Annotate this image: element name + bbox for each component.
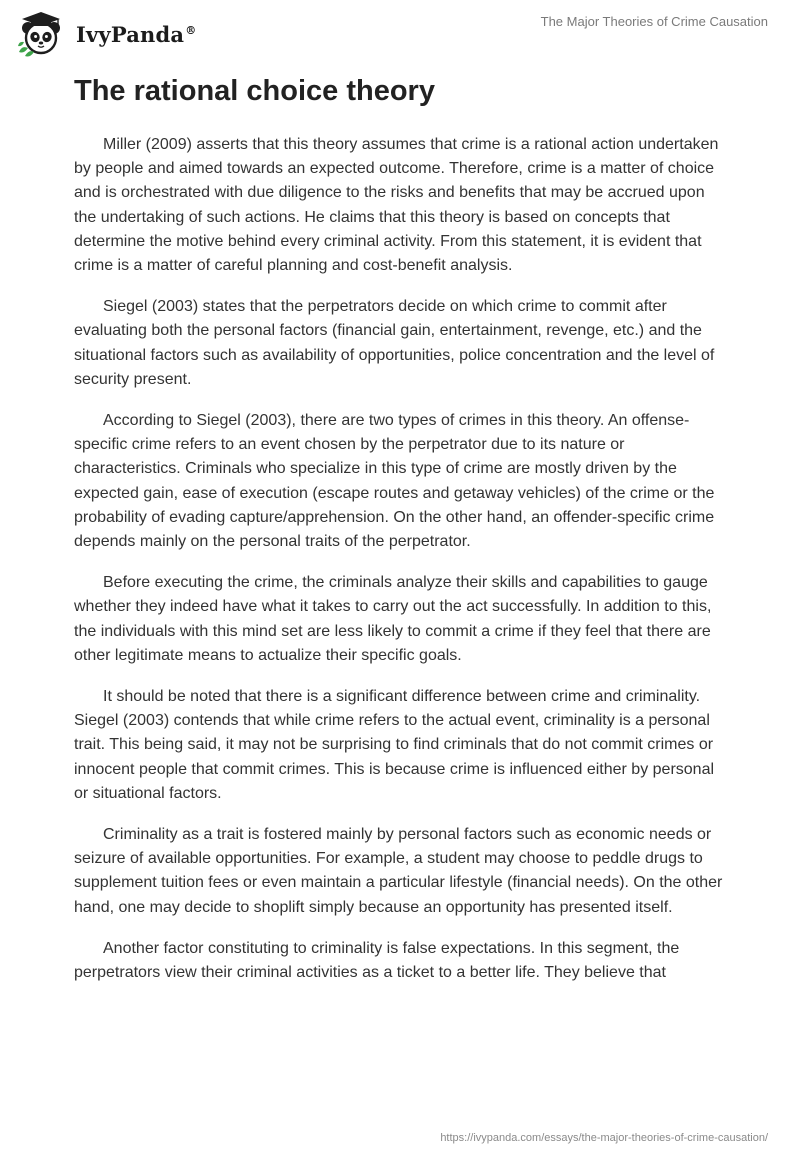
brand-name: IvyPanda® [76, 21, 197, 47]
section-heading: The rational choice theory [74, 75, 435, 107]
panda-graduate-icon [16, 10, 68, 58]
ivypanda-logo[interactable] [16, 10, 196, 58]
paragraph: According to Siegel (2003), there are two types of crimes in this theory. An offense-specific crime refers to an event chosen by the perpetrator due to its nature or characteristics. Criminals who specialize in this type of crime are mostly driven by the expected gain, ease of execution (escape routes and getaway vehicles) of the crime or the probability of evading capture/apprehension. On the other hand, an offender-specific crime depends mainly on the personal traits of the perpetrator. [74, 412, 715, 551]
page-header [0, 0, 800, 70]
registered-mark: ® [185, 23, 197, 37]
paragraph: It should be noted that there is a significant difference between crime and criminality. Siegel (2003) contends that while crime refers to the actual event, criminality is a personal trait. This being said, it may not be surprising to find criminals that do not commit crimes or innocent people that commit crimes. This is because crime is influenced either by personal or situational factors. [74, 688, 715, 802]
source-url-link[interactable]: https://ivypanda.com/essays/the-major-theories-of-crime-causation/ [440, 1132, 768, 1144]
essay-content [74, 72, 726, 1002]
paragraph: Another factor constituting to criminality is false expectations. In this segment, the perpetrators view their criminal activities as a ticket to a better life. They believe that [74, 939, 680, 982]
paragraph: Siegel (2003) states that the perpetrators decide on which crime to commit after evaluating both the personal factors (financial gain, entertainment, revenge, etc.) and the situational factors such as availability of opportunities, police concentration and the level of security present. [74, 298, 715, 388]
paragraph: Miller (2009) asserts that this theory assumes that crime is a rational action undertaken by people and aimed towards an expected outcome. Therefore, crime is a matter of choice and is orchestrated with due diligence to the risks and benefits that may be accrued upon the undertaking of such actions. He claims that this theory is based on concepts that determine the motive behind every criminal activity. From this statement, it is evident that crime is a matter of careful planning and cost-benefit analysis. [74, 136, 719, 275]
document-title: The Major Theories of Crime Causation [540, 14, 768, 29]
paragraph: Before executing the crime, the criminals analyze their skills and capabilities to gauge whether they indeed have what it takes to carry out the act successfully. In addition to this, the individuals with this mind set are less likely to commit a crime if they feel that there are other legitimate means to actualize their specific goals. [74, 574, 712, 664]
paragraph: Criminality as a trait is fostered mainly by personal factors such as economic needs or seizure of available opportunities. For example, a student may choose to peddle drugs to supplement tuition fees or even maintain a particular lifestyle (financial needs). On the other hand, one may decide to shoplift simply because an opportunity has presented itself. [74, 826, 723, 916]
